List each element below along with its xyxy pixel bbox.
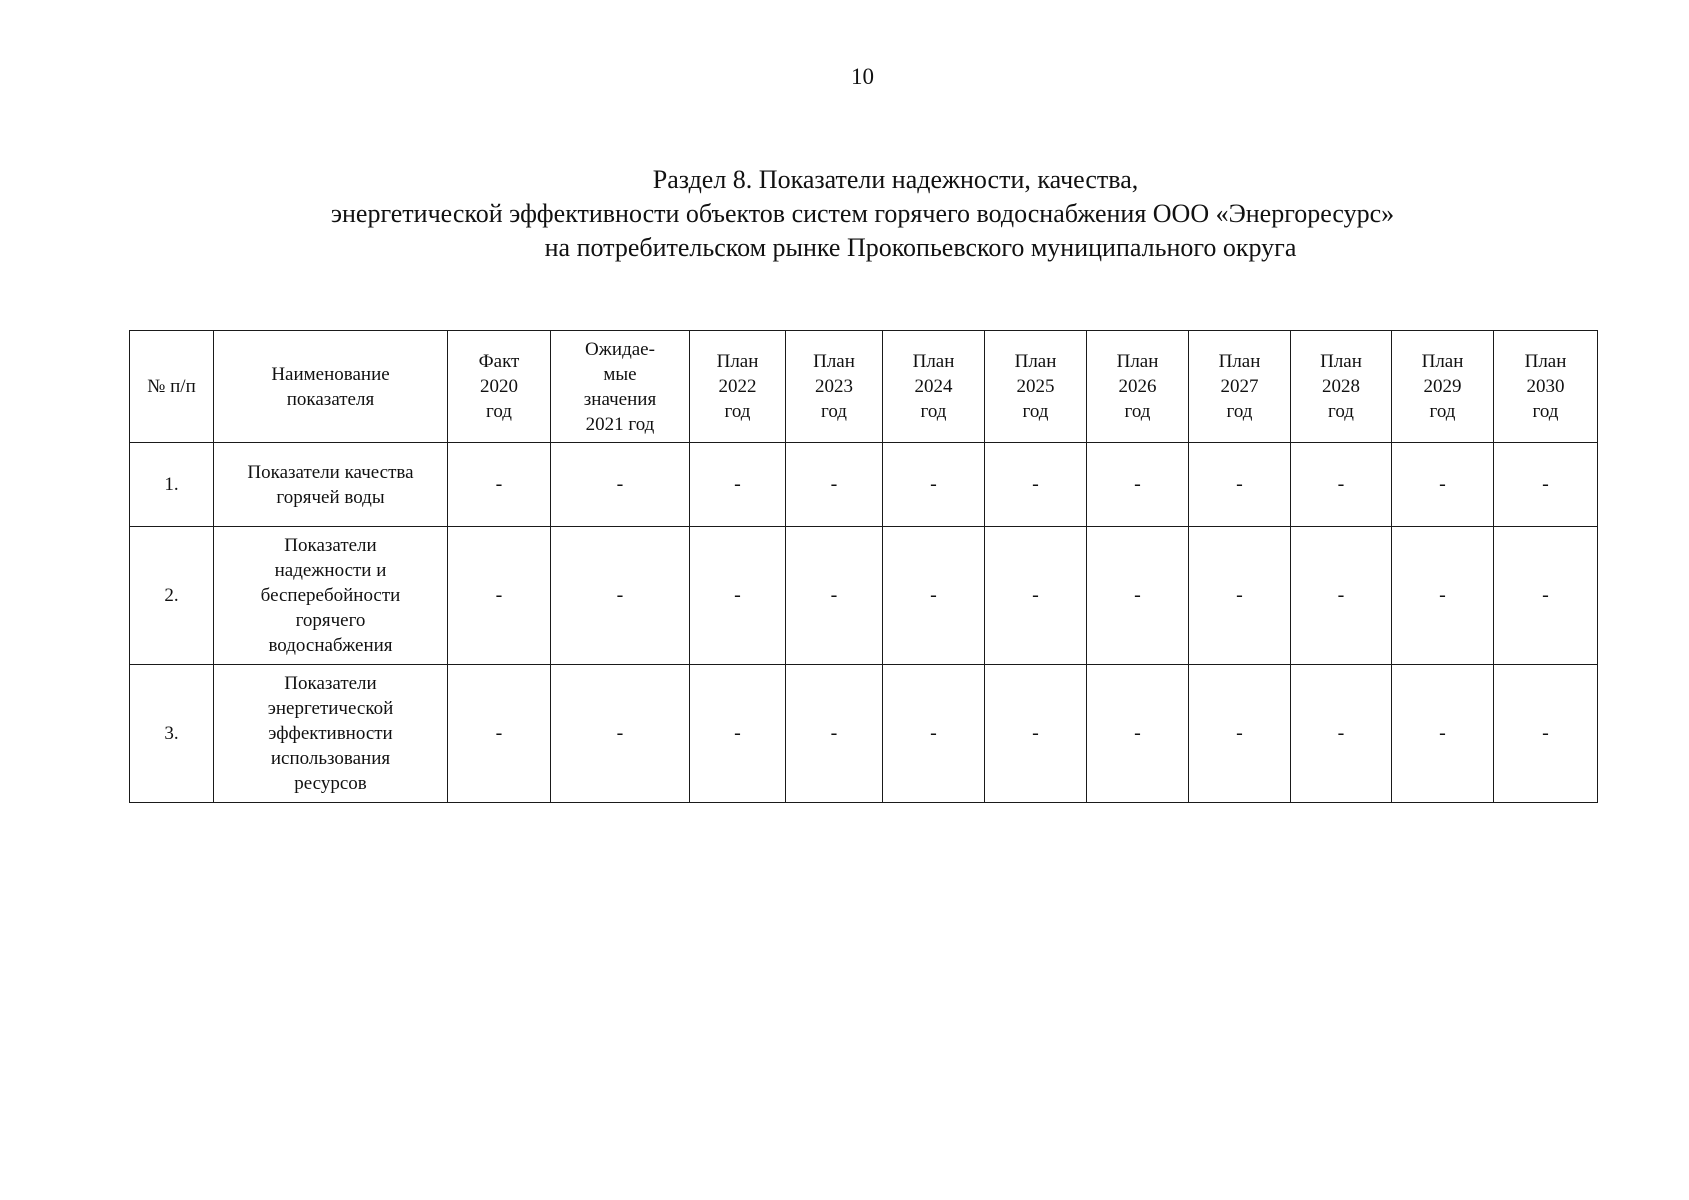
header-line: год [724, 401, 751, 422]
page-number: 10 [851, 64, 874, 89]
value-cell: - [551, 443, 690, 527]
header-line: 2030 [1526, 376, 1565, 397]
value-cell: - [551, 527, 690, 665]
header-line: План [1218, 351, 1261, 372]
value-cell: - [1291, 443, 1392, 527]
value-cell: - [448, 443, 551, 527]
header-line: год [1226, 401, 1253, 422]
indicator-name-line: Показатели [284, 673, 377, 694]
indicator-name-line: горячего [295, 610, 366, 631]
value-cell: - [1291, 527, 1392, 665]
value-cell: - [1494, 665, 1598, 803]
header-plan-2025 [985, 331, 1087, 443]
value-cell: - [786, 527, 883, 665]
row-number: 3. [130, 665, 214, 803]
indicator-name-line: бесперебойности [260, 585, 401, 606]
header-line: 2022 [718, 376, 757, 397]
header-line: 2025 [1016, 376, 1055, 397]
value-cell: - [1189, 443, 1291, 527]
indicator-name-line: ресурсов [294, 773, 367, 794]
header-plan-2026 [1087, 331, 1189, 443]
header-line: План [1014, 351, 1057, 372]
value-cell: - [1087, 443, 1189, 527]
value-cell: - [690, 665, 786, 803]
value-cell: - [448, 527, 551, 665]
header-line: Факт [478, 351, 520, 372]
value-cell: - [985, 443, 1087, 527]
header-plan-2022 [690, 331, 786, 443]
value-cell: - [1189, 527, 1291, 665]
value-cell: - [883, 665, 985, 803]
value-cell: - [690, 527, 786, 665]
value-cell: - [883, 443, 985, 527]
indicator-name-line: использования [270, 748, 391, 769]
value-cell: - [551, 665, 690, 803]
header-line: год [1532, 401, 1559, 422]
header-line: План [1320, 351, 1362, 372]
header-line: План [1524, 351, 1567, 372]
header-line: год [920, 401, 947, 422]
row-number: 2. [130, 527, 214, 665]
indicator-name-line: Показатели качества [247, 461, 414, 483]
header-plan-2027 [1189, 331, 1291, 443]
header-line: 2027 [1220, 376, 1259, 397]
header-fact-2020 [448, 331, 551, 443]
table-row [130, 527, 1598, 665]
header-line: значения [583, 388, 657, 410]
indicators-table [129, 330, 1598, 803]
indicator-name [214, 665, 448, 803]
header-line: год [1429, 401, 1456, 422]
header-line: Ожидае- [585, 338, 655, 360]
value-cell: - [1494, 527, 1598, 665]
header-line: 2021 год [585, 413, 655, 435]
indicator-name-line: энергетической [267, 698, 394, 719]
title-line-3: на потребительском рынке Прокопьевского муниципального округа [544, 233, 1297, 262]
value-cell: - [786, 443, 883, 527]
header-line: 2029 [1423, 376, 1462, 397]
header-line: мые [603, 363, 637, 385]
title-line-1: Раздел 8. Показатели надежности, качества, [652, 165, 1139, 194]
indicator-name-line: горячей воды [276, 486, 385, 508]
header-num: № п/п [130, 331, 214, 443]
value-cell: - [690, 443, 786, 527]
header-line: План [1116, 351, 1159, 372]
header-expected-2021 [551, 331, 690, 443]
header-line: 2024 [914, 376, 953, 397]
header-plan-2023 [786, 331, 883, 443]
value-cell: - [1291, 665, 1392, 803]
header-plan-2024 [883, 331, 985, 443]
header-line: год [1124, 401, 1151, 422]
value-cell: - [985, 665, 1087, 803]
title-line-2: энергетической эффективности объектов систем горячего водоснабжения ООО «Энергоресурс» [330, 199, 1395, 228]
header-name-line: показателя [286, 388, 375, 410]
indicator-name [214, 443, 448, 527]
table-header-row [130, 331, 1598, 443]
header-plan-2030 [1494, 331, 1598, 443]
table-row [130, 665, 1598, 803]
value-cell: - [1189, 665, 1291, 803]
value-cell: - [985, 527, 1087, 665]
value-cell: - [786, 665, 883, 803]
header-line: 2028 [1322, 376, 1360, 397]
header-line: План [912, 351, 955, 372]
header-name [214, 331, 448, 443]
table-row [130, 443, 1598, 527]
header-plan-2028 [1291, 331, 1392, 443]
value-cell: - [1392, 665, 1494, 803]
header-line: год [486, 401, 512, 422]
header-line: год [1328, 401, 1354, 422]
value-cell: - [1087, 527, 1189, 665]
header-line: План [1421, 351, 1464, 372]
value-cell: - [883, 527, 985, 665]
header-line: 2026 [1118, 376, 1157, 397]
header-line: План [716, 351, 759, 372]
header-line: 2020 [480, 376, 518, 397]
value-cell: - [1494, 443, 1598, 527]
indicator-name-line: эффективности [268, 723, 393, 744]
header-line: год [821, 401, 847, 422]
section-title [0, 163, 1689, 265]
value-cell: - [448, 665, 551, 803]
indicator-name-line: надежности и [274, 560, 387, 581]
value-cell: - [1087, 665, 1189, 803]
indicator-name-line: водоснабжения [268, 635, 393, 656]
indicator-name [214, 527, 448, 665]
header-line: год [1022, 401, 1049, 422]
header-name-line: Наименование [271, 363, 390, 385]
header-line: 2023 [815, 376, 853, 397]
header-plan-2029 [1392, 331, 1494, 443]
header-line: План [813, 351, 855, 372]
indicator-name-line: Показатели [284, 535, 377, 556]
value-cell: - [1392, 527, 1494, 665]
row-number: 1. [130, 443, 214, 527]
value-cell: - [1392, 443, 1494, 527]
